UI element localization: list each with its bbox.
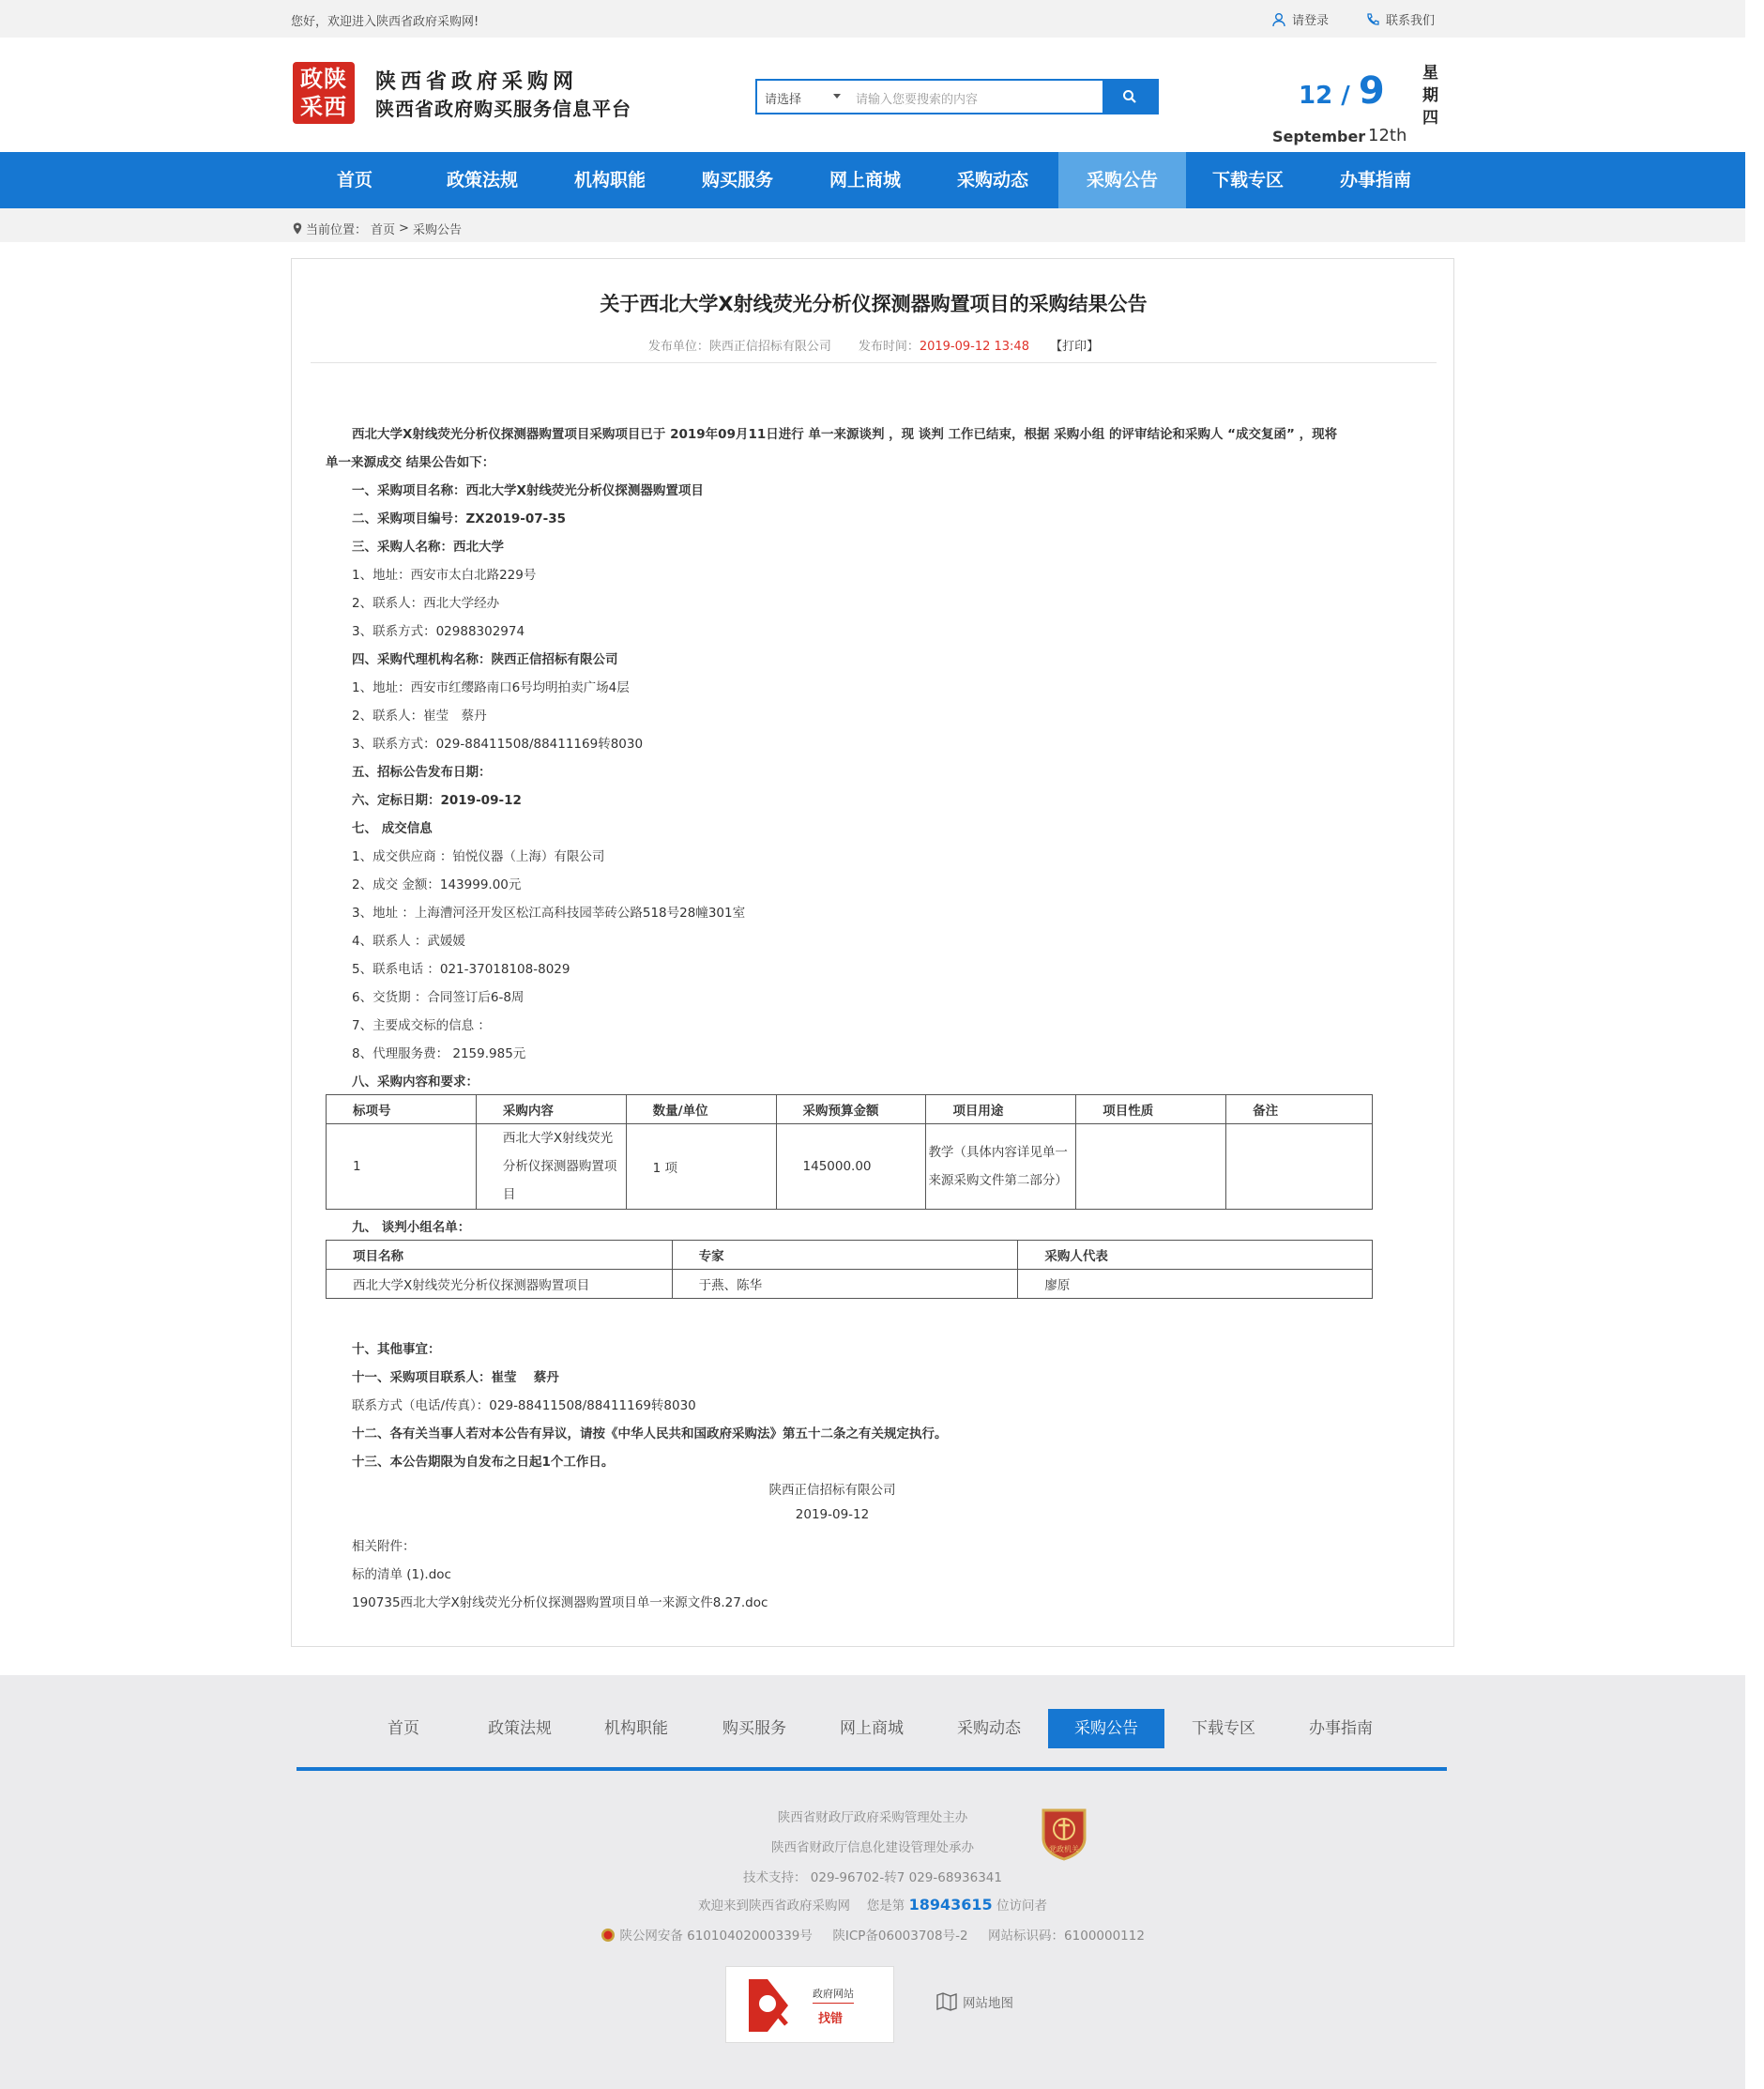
chevron-down-icon [833, 94, 841, 99]
article-line: 六、定标日期：2019-09-12 [352, 793, 522, 808]
publisher-label: 发布单位： [647, 340, 709, 354]
attachment-link[interactable]: 190735西北大学X射线荧光分析仪探测器购置项目单一来源文件8.27.doc [352, 1595, 768, 1610]
publisher-value: 陕西正信招标有限公司 [708, 340, 831, 354]
site-id: 网站标识码：6100000112 [988, 1929, 1145, 1944]
table-cell: 教学（具体内容详见单一来源采购文件第二部分） [926, 1124, 1076, 1210]
date-day-ordinal: 12th [1368, 126, 1407, 145]
procurement-table [326, 1094, 1373, 1210]
nav-item-guide[interactable]: 办事指南 [1339, 170, 1411, 191]
nav-item-services[interactable]: 购买服务 [701, 170, 773, 191]
nav-item-announcements[interactable]: 采购公告 [1058, 152, 1186, 208]
publish-time-label: 发布时间： [858, 340, 920, 354]
footer-nav-announcements[interactable]: 采购公告 [1048, 1709, 1164, 1748]
article-line: 单一来源成交 结果公告如下： [326, 455, 495, 470]
article-line: 7、主要成交标的信息 ： [352, 1018, 491, 1033]
table-header-cell: 项目名称 [327, 1241, 673, 1270]
article-line: 二、采购项目编号：ZX2019-07-35 [352, 511, 567, 526]
search-category-select[interactable] [757, 81, 846, 113]
contact-link[interactable] [1365, 10, 1435, 28]
signature-company: 陕西正信招标有限公司 [768, 1483, 896, 1498]
article-line: 三、采购人名称：西北大学 [352, 540, 504, 555]
article-line: 五、招标公告发布日期： [352, 765, 492, 780]
table-header-cell: 项目用途 [926, 1095, 1076, 1124]
article-meta [292, 336, 1455, 354]
nav-item-institutions[interactable]: 机构职能 [573, 170, 646, 191]
table-cell: 廖原 [1018, 1270, 1373, 1299]
table-header-cell: 采购预算金额 [776, 1095, 926, 1124]
table-cell [1076, 1124, 1226, 1210]
phone-icon [1365, 12, 1380, 27]
footer-nav-downloads[interactable]: 下载专区 [1192, 1719, 1255, 1738]
print-link[interactable]: 【打印】 [1050, 340, 1100, 354]
table-header-row [327, 1241, 1373, 1270]
logo-line-1: 政陕 [300, 66, 347, 92]
footer-nav-home[interactable]: 首页 [388, 1719, 419, 1738]
article-line: 4、联系人 ：武媛媛 [352, 934, 465, 949]
table-header-row [327, 1095, 1373, 1124]
divider [311, 362, 1437, 363]
footer-nav-services[interactable]: 购买服务 [722, 1719, 786, 1738]
table-row [327, 1124, 1373, 1210]
sitemap-label: 网站地图 [963, 1996, 1013, 2011]
header [0, 38, 1745, 152]
brand-subtitle: 陕西省政府购买服务信息平台 [375, 98, 631, 120]
nav-item-news[interactable]: 采购动态 [956, 170, 1028, 191]
breadcrumb-home[interactable]: 首页 [371, 223, 396, 237]
visitor-count: 18943615 [908, 1896, 993, 1914]
police-record-link[interactable]: 陕公网安备 61010402000339号 [619, 1929, 813, 1944]
visitor-suffix: 位访问者 [996, 1898, 1047, 1914]
nav-item-policy[interactable]: 政策法规 [446, 170, 518, 191]
table-cell [1226, 1124, 1373, 1210]
article-line: 十三、本公告期限为自发布之日起1个工作日。 [352, 1455, 615, 1470]
date-month: 12 [1299, 82, 1333, 110]
table-cell: 西北大学X射线荧光分析仪探测器购置项目 [476, 1124, 626, 1210]
table-cell: 1 项 [626, 1124, 776, 1210]
find-error-bottom: 找错 [818, 2012, 844, 2026]
article-line: 十、其他事宜： [352, 1342, 441, 1357]
article-line: 6、交货期 ：合同签订后6-8周 [352, 990, 525, 1005]
date-month-name: September [1272, 128, 1366, 145]
footer-nav-news[interactable]: 采购动态 [957, 1719, 1021, 1738]
contact-label: 联系我们 [1386, 14, 1436, 28]
location-pin-icon [293, 222, 302, 235]
breadcrumb [0, 208, 1745, 242]
weekday-char: 期 [1422, 86, 1438, 105]
footer-visitors [0, 1895, 1745, 1914]
table-header-cell: 标项号 [327, 1095, 477, 1124]
footer-nav-institutions[interactable]: 机构职能 [604, 1719, 668, 1738]
login-label: 请登录 [1292, 14, 1330, 28]
breadcrumb-current[interactable]: 采购公告 [412, 223, 462, 237]
search-bar [755, 79, 1159, 114]
find-error-icon [747, 1975, 803, 2036]
article-line: 3、联系方式：02988302974 [352, 624, 525, 639]
nav-item-mall[interactable]: 网上商城 [829, 170, 901, 191]
article-line: 1、成交供应商 ：铂悦仪器（上海）有限公司 [352, 849, 605, 864]
article-line: 1、地址：西安市红缨路南口6号均明拍卖广场4层 [352, 680, 630, 695]
visitor-prefix: 欢迎来到陕西省政府采购网 您是第 [698, 1898, 905, 1914]
weekday-char: 星 [1422, 64, 1438, 83]
publish-time-value: 2019-09-12 13:48 [919, 340, 1029, 354]
welcome-text: 您好，欢迎进入陕西省政府采购网! [291, 15, 479, 29]
login-link[interactable] [1271, 10, 1329, 28]
footer-nav-policy[interactable]: 政策法规 [488, 1719, 552, 1738]
panel-table [326, 1240, 1373, 1299]
article-line: 3、地址 ：上海漕河泾开发区松江高科技园莘砖公路518号28幢301室 [352, 906, 746, 921]
attachments-label: 相关附件： [352, 1539, 416, 1554]
footer-host: 陕西省财政厅政府采购管理处主办 [777, 1810, 968, 1825]
find-error-top: 政府网站 [813, 1986, 854, 2004]
footer-divider [297, 1767, 1447, 1771]
breadcrumb-separator: > [399, 221, 409, 236]
article-line: 九、 谈判小组名单： [352, 1220, 471, 1235]
table-header-cell: 采购人代表 [1018, 1241, 1373, 1270]
article-line: 3、联系方式：029-88411508/88411169转8030 [352, 737, 644, 752]
table-header-cell: 备注 [1226, 1095, 1373, 1124]
logo-line-2: 采西 [300, 94, 347, 120]
article-line: 2、联系人：崔莹 蔡丹 [352, 709, 487, 724]
article-line: 十一、采购项目联系人：崔莹 蔡丹 [352, 1370, 559, 1385]
icp-record-link[interactable]: 陕ICP备06003708号-2 [832, 1929, 968, 1944]
article-card [291, 258, 1454, 1647]
article-line: 一、采购项目名称：西北大学X射线荧光分析仪探测器购置项目 [352, 483, 704, 498]
brand-title: 陕西省政府采购网 [375, 70, 579, 94]
search-icon [1122, 89, 1137, 104]
footer [0, 1675, 1745, 2089]
table-cell: 于燕、陈华 [672, 1270, 1018, 1299]
attachment-link[interactable]: 标的清单 (1).doc [352, 1567, 451, 1582]
signature-date: 2019-09-12 [795, 1507, 870, 1522]
user-icon [1271, 12, 1286, 27]
date-day: 9 [1358, 69, 1385, 113]
date-widget [1267, 58, 1445, 145]
article-line: 联系方式（电话/传真）：029-88411508/88411169转8030 [352, 1398, 696, 1413]
date-month-day [1299, 69, 1385, 113]
footer-registration [0, 1925, 1745, 1944]
article-line: 四、采购代理机构名称：陕西正信招标有限公司 [352, 652, 618, 667]
footer-nav-mall[interactable]: 网上商城 [840, 1719, 904, 1738]
table-header-cell: 数量/单位 [626, 1095, 776, 1124]
table-cell: 西北大学X射线荧光分析仪探测器购置项目 [327, 1270, 673, 1299]
top-bar [0, 0, 1745, 38]
date-slash: / [1341, 82, 1350, 110]
search-input[interactable]: 请输入您要搜索的内容 [856, 93, 979, 107]
emblem-icon [1040, 1805, 1088, 1861]
article-line: 1、地址：西安市太白北路229号 [352, 568, 537, 583]
article-line: 十二、各有关当事人若对本公告有异议，请按《中华人民共和国政府采购法》第五十二条之有关规定执行。 [352, 1426, 948, 1441]
breadcrumb-prefix: 当前位置： [306, 223, 368, 237]
table-row [327, 1270, 1373, 1299]
footer-undertaker: 陕西省财政厅信息化建设管理处承办 [771, 1840, 974, 1855]
police-badge-icon [601, 1928, 616, 1943]
article-title: 关于西北大学X射线荧光分析仪探测器购置项目的采购结果公告 [600, 293, 1148, 315]
site-logo[interactable] [293, 62, 355, 124]
article-line: 2、成交 金额：143999.00元 [352, 877, 522, 892]
table-cell: 1 [327, 1124, 477, 1210]
search-button[interactable] [1102, 81, 1157, 113]
search-category-value: 请选择 [765, 93, 802, 107]
article-line: 八、采购内容和要求： [352, 1075, 479, 1090]
nav-item-downloads[interactable]: 下载专区 [1211, 170, 1284, 191]
article-line: 5、联系电话 ：021-37018108-8029 [352, 962, 570, 977]
sitemap-link[interactable] [936, 1992, 1013, 2011]
table-header-cell: 采购内容 [476, 1095, 626, 1124]
article-line: 西北大学X射线荧光分析仪探测器购置项目采购项目已于 2019年09月11日进行 单一来源谈判 ，现 谈判 工作已结束，根据 采购小组 的评审结论和采购人 “成交复函” ，现将 [352, 427, 1338, 442]
nav-item-home[interactable]: 首页 [336, 170, 373, 191]
find-error-badge[interactable] [725, 1966, 894, 2043]
footer-nav-guide[interactable]: 办事指南 [1309, 1719, 1373, 1738]
party-government-emblem[interactable] [1040, 1805, 1088, 1861]
map-icon [936, 1992, 957, 2011]
footer-support: 技术支持： 029-96702-转7 029-68936341 [743, 1870, 1002, 1885]
table-cell: 145000.00 [776, 1124, 926, 1210]
table-header-cell: 专家 [672, 1241, 1018, 1270]
article-line: 七、 成交信息 [352, 821, 433, 836]
main-nav [0, 152, 1745, 208]
date-weekday [1422, 62, 1443, 130]
article-line: 8、代理服务费： 2159.985元 [352, 1046, 526, 1061]
emblem-label: 党政机关 [1049, 1845, 1079, 1853]
table-header-cell: 项目性质 [1076, 1095, 1226, 1124]
weekday-char: 四 [1422, 109, 1438, 128]
article-line: 2、联系人：西北大学经办 [352, 596, 500, 611]
